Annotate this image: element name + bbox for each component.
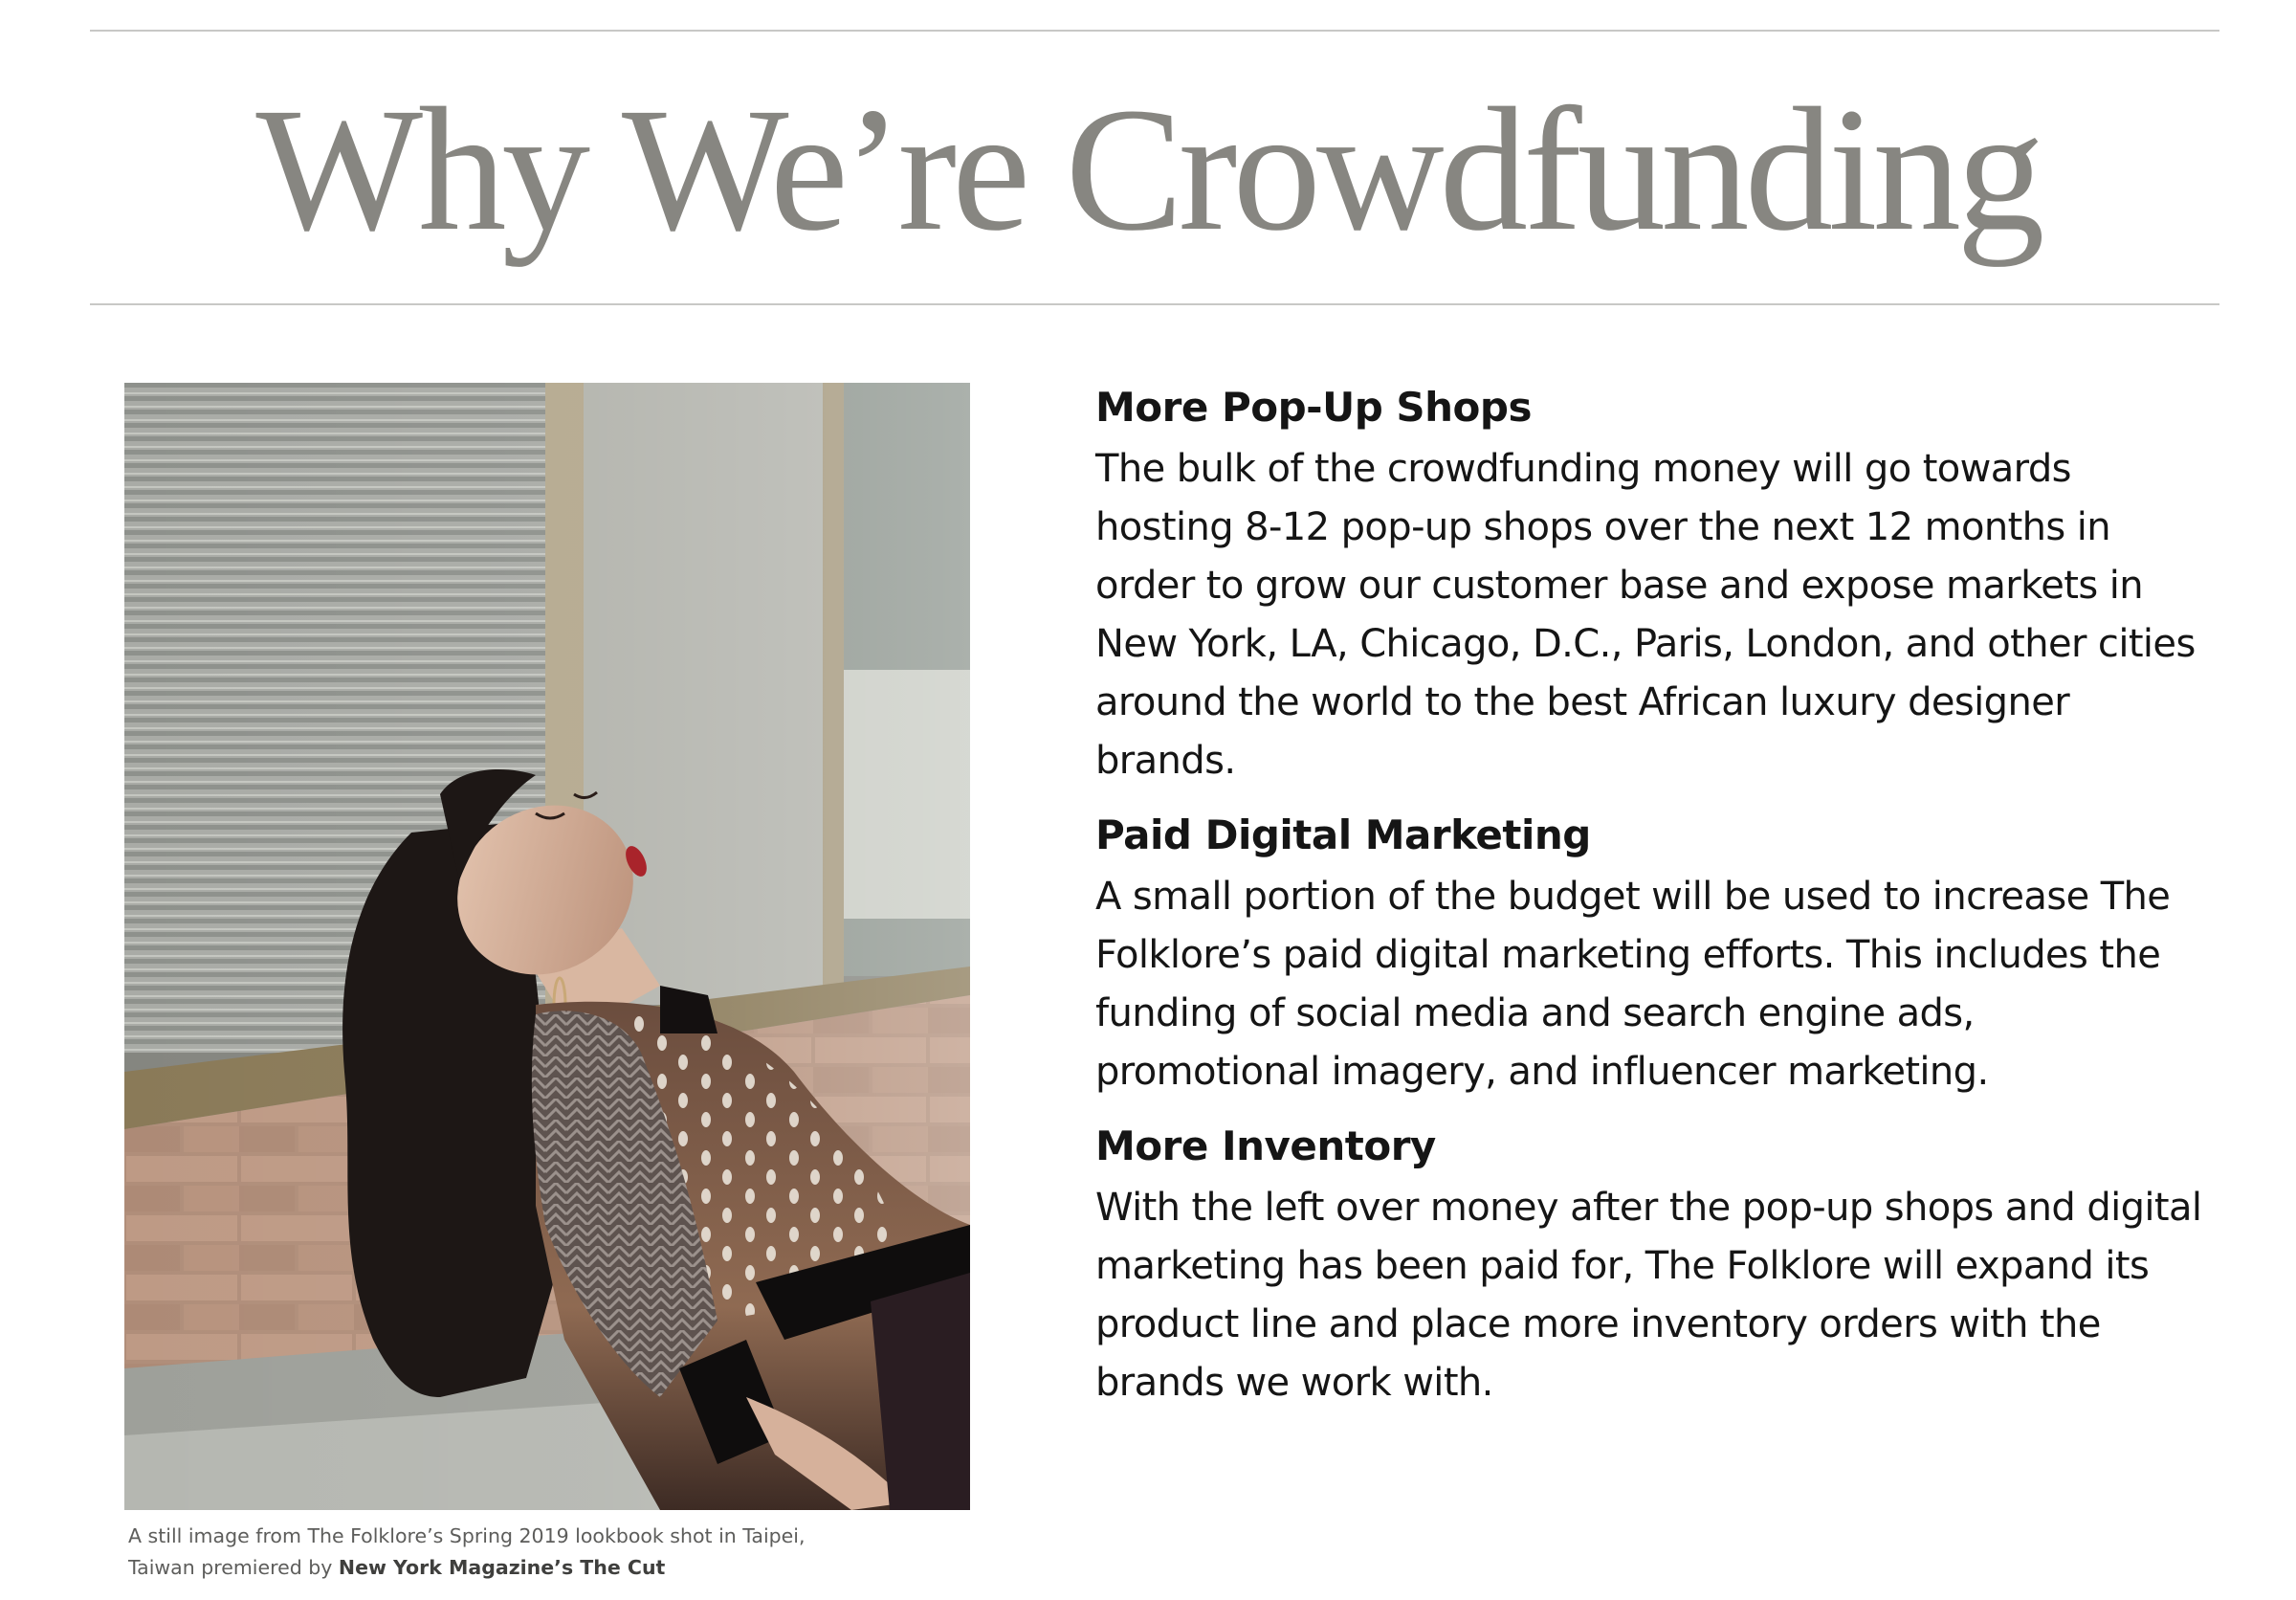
photo-caption [128,1521,836,1584]
section-body: With the left over money after the pop-up shops and digital marketing has been paid for, The Folklore will expand its product line and place more inventory orders with the brands we work with. [1095,1186,2202,1405]
page-title: Why We’re Crowdfunding [255,72,2041,268]
crowdfunding-reasons [1095,375,2205,1412]
caption-credit: New York Magazine’s The Cut [338,1556,666,1579]
section-body: The bulk of the crowdfunding money will go towards hosting 8-12 pop-up shops over the next 12 months in order to grow our customer base and expose markets in New York, LA, Chicago, D.C., Paris, London, and other cities around the world to the best African luxury designer brands. [1095,447,2196,783]
lookbook-photo [124,383,970,1510]
section-title: Paid Digital Marketing [1095,811,1591,858]
section-body: A small portion of the budget will be used to increase The Folklore’s paid digital marketing efforts. This includes the funding of social media and search engine ads, promotional imagery, and influencer marketing. [1095,875,2171,1094]
section-inventory [1095,1114,2205,1412]
caption-text: A still image from The Folklore’s Spring 2019 lookbook shot in Taipei, Taiwan premiered by [128,1524,806,1579]
bottom-divider [90,303,2219,305]
section-pop-up-shops [1095,375,2205,790]
section-title: More Pop-Up Shops [1095,384,1532,431]
section-title: More Inventory [1095,1122,1436,1169]
top-divider [90,30,2219,32]
section-digital-marketing [1095,803,2205,1101]
